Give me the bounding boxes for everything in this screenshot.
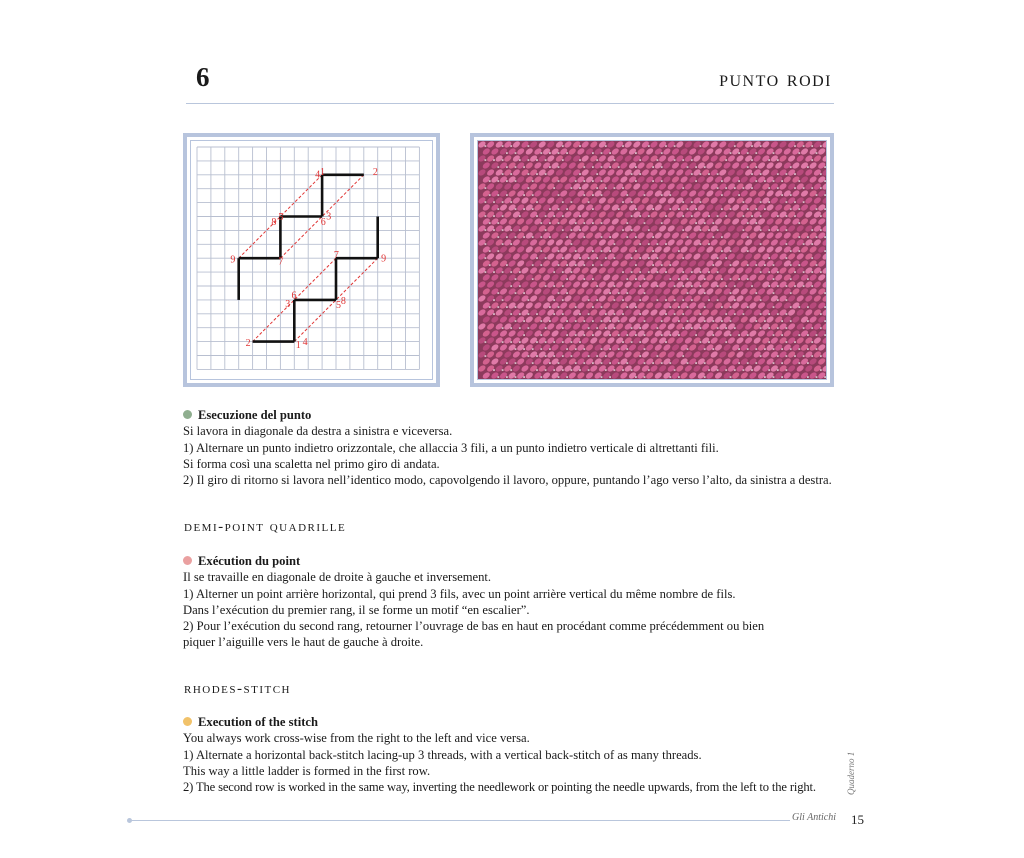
stitch-diagram <box>191 141 432 379</box>
stitch-number-label: 5 <box>278 211 284 223</box>
stitch-number-label: 3 <box>326 211 332 223</box>
french-heading: Exécution du point <box>198 554 301 568</box>
stitch-number-label: 9 <box>381 253 387 265</box>
stitch-number-label: 6 <box>320 216 326 228</box>
brand-name: Gli Antichi <box>792 812 836 823</box>
stitch-number-label: 7 <box>333 250 339 262</box>
italian-line: Si lavora in diagonale da destra a sinistra e viceversa. <box>183 424 453 439</box>
header-rule <box>186 103 834 104</box>
yellow-bullet-icon <box>183 717 192 726</box>
stitch-number-label: 1 <box>295 339 301 351</box>
stitch-number-label: 7 <box>278 256 284 268</box>
french-line: 2) Pour l’exécution du second rang, retourner l’ouvrage de bas en haut en procédant comme précédemment ou bien <box>183 619 765 634</box>
stitch-number-label: 5 <box>336 300 341 312</box>
italian-heading: Esecuzione del punto <box>198 408 312 422</box>
fabric-photo <box>478 141 826 379</box>
chapter-number: 6 <box>196 62 210 92</box>
english-section-title: rhodes-stitch <box>184 681 292 697</box>
stitch-number-label: 1 <box>320 166 326 178</box>
stitch-number-label: 9 <box>230 254 236 266</box>
stitch-number-label: 2 <box>245 337 251 349</box>
stitch-diagram-frame <box>183 133 440 387</box>
stitch-number-label: 2 <box>372 166 378 178</box>
english-heading: Execution of the stitch <box>198 715 318 729</box>
stitch-number-label: 4 <box>302 337 308 349</box>
stitch-number-label: 3 <box>285 298 291 310</box>
french-section-title: demi-point quadrille <box>184 519 347 535</box>
italian-section <box>183 407 832 488</box>
green-bullet-icon <box>183 410 192 419</box>
french-line: Dans l’exécution du premier rang, il se forme un motif “en escalier”. <box>183 602 530 617</box>
stitch-number-label: 6 <box>291 290 297 302</box>
page-number: 15 <box>851 812 864 827</box>
english-line: 1) Alternate a horizontal back-stitch lacing-up 3 threads, with a vertical back-stitch of as many threads. <box>183 747 702 762</box>
english-section <box>183 714 816 795</box>
stitch-number-label: 8 <box>340 296 346 308</box>
pink-bullet-icon <box>183 556 192 565</box>
footer-rule <box>130 820 790 821</box>
french-line: Il se travaille en diagonale de droite à gauche et inversement. <box>183 570 492 585</box>
stitch-number-label: 4 <box>315 169 321 181</box>
english-line: 2) The second row is worked in the same way, inverting the needlework or pointing the needle upwards, from the left to the right. <box>183 780 816 795</box>
french-line: 1) Alterner un point arrière horizontal, qui prend 3 fils, avec un point arrière vertical du même nombre de fils. <box>183 586 736 601</box>
italian-line: 2) Il giro di ritorno si lavora nell’identico modo, capovolgendo il lavoro, oppure, puntando l’ago verso l’alto, da sinistra a destra. <box>183 473 832 488</box>
series-label: Quaderno 1 <box>846 751 856 795</box>
page-title: punto rodi <box>719 66 832 91</box>
french-section <box>183 553 764 651</box>
fabric-photo-frame <box>470 133 834 387</box>
english-line: You always work cross-wise from the right to the left and vice versa. <box>183 731 530 746</box>
italian-line: 1) Alternare un punto indietro orizzontale, che allaccia 3 fili, a un punto indietro verticale di altrettanti fili. <box>183 440 719 455</box>
stitch-number-label: 8 <box>271 216 277 228</box>
italian-line: Si forma così una scaletta nel primo giro di andata. <box>183 456 440 471</box>
french-line: piquer l’aiguille vers le haut de gauche à droite. <box>183 635 424 650</box>
english-line: This way a little ladder is formed in the first row. <box>183 763 431 778</box>
